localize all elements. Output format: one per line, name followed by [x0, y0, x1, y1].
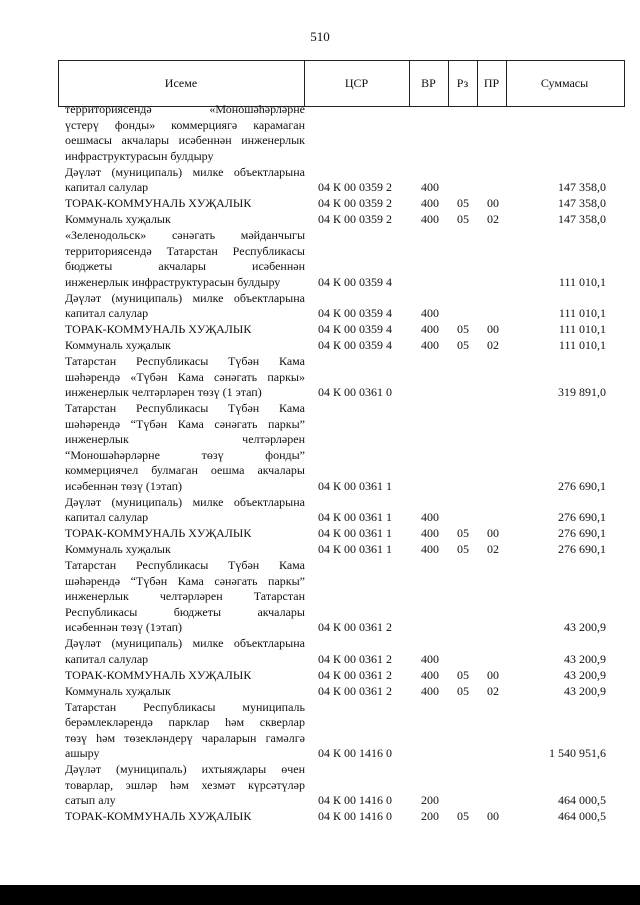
header-vr: ВР: [421, 76, 436, 90]
row-name-line: капитал салулар: [65, 306, 149, 320]
row-name-line: бюджеты акчалары исәбеннән: [65, 259, 305, 273]
row-name-line: исәбеннән төзү (1этап): [65, 478, 183, 493]
row-name-line: шәһәрендә “Түбән Кама сәнәгать паркы”: [65, 573, 305, 588]
row-vr: 200: [421, 809, 439, 823]
row-name-line: капитал салулар: [65, 510, 149, 524]
row-sum: 1 540 951,6: [549, 746, 606, 760]
row-name-line: ТОРАК-КОММУНАЛЬ ХУҖАЛЫК: [65, 196, 252, 210]
row-vr: 400: [421, 651, 439, 666]
row-name-line: инженерлык челтәрләрен төзү (1 этап): [65, 385, 262, 399]
row-sum: 111 010,1: [558, 322, 606, 336]
header-rz: Рз: [456, 76, 469, 90]
row-rz: 05: [457, 338, 469, 352]
row-name-line: Дәүләт (муниципаль) милке объектларына: [65, 636, 305, 650]
row-name-line: ТОРАК-КОММУНАЛЬ ХУҖАЛЫК: [65, 809, 252, 823]
row-csr: 04 К 00 0359 4: [318, 322, 393, 336]
row-rz: 05: [457, 667, 469, 682]
row-pr: 00: [487, 667, 499, 682]
row-name-line: төзү һәм төзекләндерү чараларын гамәлгә: [65, 730, 305, 745]
page-number: 510: [310, 29, 330, 44]
row-name-line: инженерлык челтәрләрен Татарстан: [65, 589, 305, 603]
row-rz: 05: [457, 683, 469, 698]
row-name: [65, 165, 305, 196]
row-sum: 319 891,0: [558, 385, 606, 399]
row-vr: 400: [421, 306, 439, 320]
row-name-line: инженерлык инфраструктурасын булдыру: [65, 274, 281, 289]
row-name-line: инфраструктурасын булдыру: [65, 148, 214, 163]
row-csr: 04 К 00 1416 0: [318, 809, 393, 823]
row-name-line: Коммуналь хуҗалык: [65, 338, 171, 352]
row-pr: 00: [487, 322, 499, 336]
row-name: [65, 228, 305, 290]
row-name-line: ТОРАК-КОММУНАЛЬ ХУҖАЛЫК: [65, 667, 252, 682]
row-name-line: Татарстан Республикасы Түбән Кама: [65, 401, 305, 415]
row-name-line: үстерү фонды» коммерциягә карамаган: [65, 117, 305, 132]
row-vr: 400: [421, 510, 439, 524]
row-vr: 400: [421, 212, 439, 226]
row-vr: 400: [421, 542, 439, 556]
row-name-line: территориясендә «Моношәһәрләрне: [65, 102, 305, 116]
row-name-line: ашыру: [65, 746, 100, 760]
row-sum: 43 200,9: [564, 683, 606, 698]
row-name-line: Республикасы бюджеты акчалары: [65, 604, 305, 619]
row-csr: 04 К 00 0361 2: [318, 651, 393, 666]
row-name-line: Татарстан Республикасы Түбән Кама: [65, 354, 305, 368]
row-name: [65, 762, 305, 809]
row-name-line: Дәүләт (муниципаль) милке объектларына: [65, 164, 305, 179]
row-name: [65, 700, 305, 762]
row-rz: 05: [457, 526, 469, 540]
row-sum: 111 010,1: [558, 274, 606, 289]
table-row: [0, 196, 640, 212]
header-name: Исеме: [164, 76, 198, 90]
row-name-line: капитал салулар: [65, 180, 149, 194]
row-name: [65, 558, 305, 636]
row-pr: 02: [487, 683, 499, 698]
table-row: [0, 212, 640, 228]
row-name-line: коммерциячел булмаган оешма акчалары: [65, 463, 305, 477]
row-name: [65, 542, 305, 558]
row-name-line: Дәүләт (муниципаль) милке объектларына: [65, 290, 305, 305]
row-name-line: Коммуналь хуҗалык: [65, 683, 171, 698]
row-rz: 05: [457, 542, 469, 556]
row-csr: 04 К 00 0359 4: [318, 306, 393, 320]
row-name: [65, 401, 305, 494]
row-name: [65, 354, 305, 401]
scan-edge: [0, 885, 640, 905]
row-csr: 04 К 00 0361 1: [318, 526, 393, 540]
row-name: [65, 684, 305, 700]
header-row: [58, 60, 625, 107]
header-csr: ЦСР: [344, 76, 369, 90]
row-name: [65, 212, 305, 228]
row-name: [65, 291, 305, 322]
table-row: [0, 495, 640, 526]
table-row: [0, 165, 640, 196]
row-name-line: Татарстан Республикасы муниципаль: [65, 699, 305, 714]
row-rz: 05: [457, 809, 469, 823]
row-sum: 43 200,9: [564, 667, 606, 682]
row-name-line: ТОРАК-КОММУНАЛЬ ХУҖАЛЫК: [65, 322, 252, 336]
table-row: [0, 322, 640, 338]
row-name-line: Дәүләт (муниципаль) милке объектларына: [65, 494, 305, 509]
row-csr: 04 К 00 0361 2: [318, 620, 393, 634]
table-row: [0, 228, 640, 290]
row-name-line: шәһәрендә “Түбән Кама сәнәгать паркы”: [65, 416, 305, 431]
row-name-line: “Моношәһәрләрне төзү фонды”: [65, 447, 305, 462]
row-vr: 400: [421, 180, 439, 194]
row-name-line: берәмлекләрендә парклар һәм скверлар: [65, 715, 305, 729]
row-csr: 04 К 00 0359 2: [318, 196, 393, 210]
row-name: [65, 196, 305, 212]
table-row: [0, 401, 640, 494]
header-pr: ПР: [483, 76, 500, 90]
row-name: [65, 322, 305, 338]
row-csr: 04 К 00 0359 2: [318, 180, 393, 194]
row-sum: 147 358,0: [558, 196, 606, 210]
row-vr: 400: [421, 322, 439, 336]
row-name: [65, 102, 305, 164]
table-row: [0, 291, 640, 322]
table-row: [0, 102, 640, 164]
row-vr: 400: [421, 526, 439, 540]
row-sum: 464 000,5: [558, 809, 606, 823]
row-rz: 05: [457, 196, 469, 210]
row-name: [65, 809, 305, 825]
row-sum: 464 000,5: [558, 793, 606, 807]
table-row: [0, 338, 640, 354]
row-csr: 04 К 00 0359 4: [318, 274, 393, 289]
row-pr: 00: [487, 809, 499, 823]
row-name-line: оешмасы акчалары исәбеннән инженерлык: [65, 133, 305, 147]
row-name-line: инженерлык челтәрләрен: [65, 432, 305, 446]
row-sum: 276 690,1: [558, 526, 606, 540]
row-name-line: Коммуналь хуҗалык: [65, 212, 171, 226]
row-vr: 200: [421, 793, 439, 807]
row-csr: 04 К 00 0361 1: [318, 510, 393, 524]
row-csr: 04 К 00 0361 1: [318, 478, 393, 493]
row-name: [65, 495, 305, 526]
table-row: [0, 558, 640, 636]
row-sum: 43 200,9: [564, 620, 606, 634]
row-vr: 400: [421, 683, 439, 698]
row-rz: 05: [457, 212, 469, 226]
row-name: [65, 526, 305, 542]
row-name-line: Татарстан Республикасы Түбән Кама: [65, 558, 305, 572]
row-name-line: «Зеленодольск» сәнәгать мәйданчыгы: [65, 228, 305, 242]
table-row: [0, 526, 640, 542]
row-csr: 04 К 00 1416 0: [318, 746, 393, 760]
row-name-line: капитал салулар: [65, 651, 149, 666]
row-sum: 147 358,0: [558, 212, 606, 226]
row-pr: 02: [487, 212, 499, 226]
row-name-line: Дәүләт (муниципаль) ихтыяҗлары өчен: [65, 762, 305, 776]
row-sum: 276 690,1: [558, 478, 606, 493]
table-row: [0, 700, 640, 762]
row-name-line: ТОРАК-КОММУНАЛЬ ХУҖАЛЫК: [65, 526, 252, 540]
table-row: [0, 636, 640, 667]
table-row: [0, 668, 640, 684]
row-name-line: исәбеннән төзү (1этап): [65, 620, 183, 634]
table-row: [0, 542, 640, 558]
header-sum: Суммасы: [540, 76, 589, 90]
row-vr: 400: [421, 338, 439, 352]
row-csr: 04 К 00 0361 0: [318, 385, 393, 399]
row-sum: 147 358,0: [558, 180, 606, 194]
row-sum: 276 690,1: [558, 542, 606, 556]
row-name-line: сатып алу: [65, 793, 116, 807]
row-pr: 00: [487, 526, 499, 540]
row-sum: 43 200,9: [564, 651, 606, 666]
row-name: [65, 338, 305, 354]
row-pr: 00: [487, 196, 499, 210]
row-name-line: товарлар, эшләр һәм хезмәт күрсәтүләр: [65, 777, 305, 792]
row-csr: 04 К 00 0361 2: [318, 667, 393, 682]
table-row: [0, 684, 640, 700]
row-csr: 04 К 00 0361 2: [318, 683, 393, 698]
row-csr: 04 К 00 0359 4: [318, 338, 393, 352]
table-row: [0, 762, 640, 809]
row-csr: 04 К 00 0359 2: [318, 212, 393, 226]
row-name-line: шәһәрендә «Түбән Кама сәнәгать паркы»: [65, 369, 305, 384]
row-name-line: Коммуналь хуҗалык: [65, 542, 171, 556]
row-vr: 400: [421, 196, 439, 210]
row-sum: 276 690,1: [558, 510, 606, 524]
row-name: [65, 668, 305, 684]
row-csr: 04 К 00 1416 0: [318, 793, 393, 807]
row-pr: 02: [487, 338, 499, 352]
row-sum: 111 010,1: [558, 306, 606, 320]
row-pr: 02: [487, 542, 499, 556]
table-row: [0, 809, 640, 825]
row-rz: 05: [457, 322, 469, 336]
row-sum: 111 010,1: [558, 338, 606, 352]
row-name-line: территориясендә Татарстан Республикасы: [65, 243, 305, 258]
row-vr: 400: [421, 667, 439, 682]
row-name: [65, 636, 305, 667]
table-row: [0, 354, 640, 401]
row-csr: 04 К 00 0361 1: [318, 542, 393, 556]
